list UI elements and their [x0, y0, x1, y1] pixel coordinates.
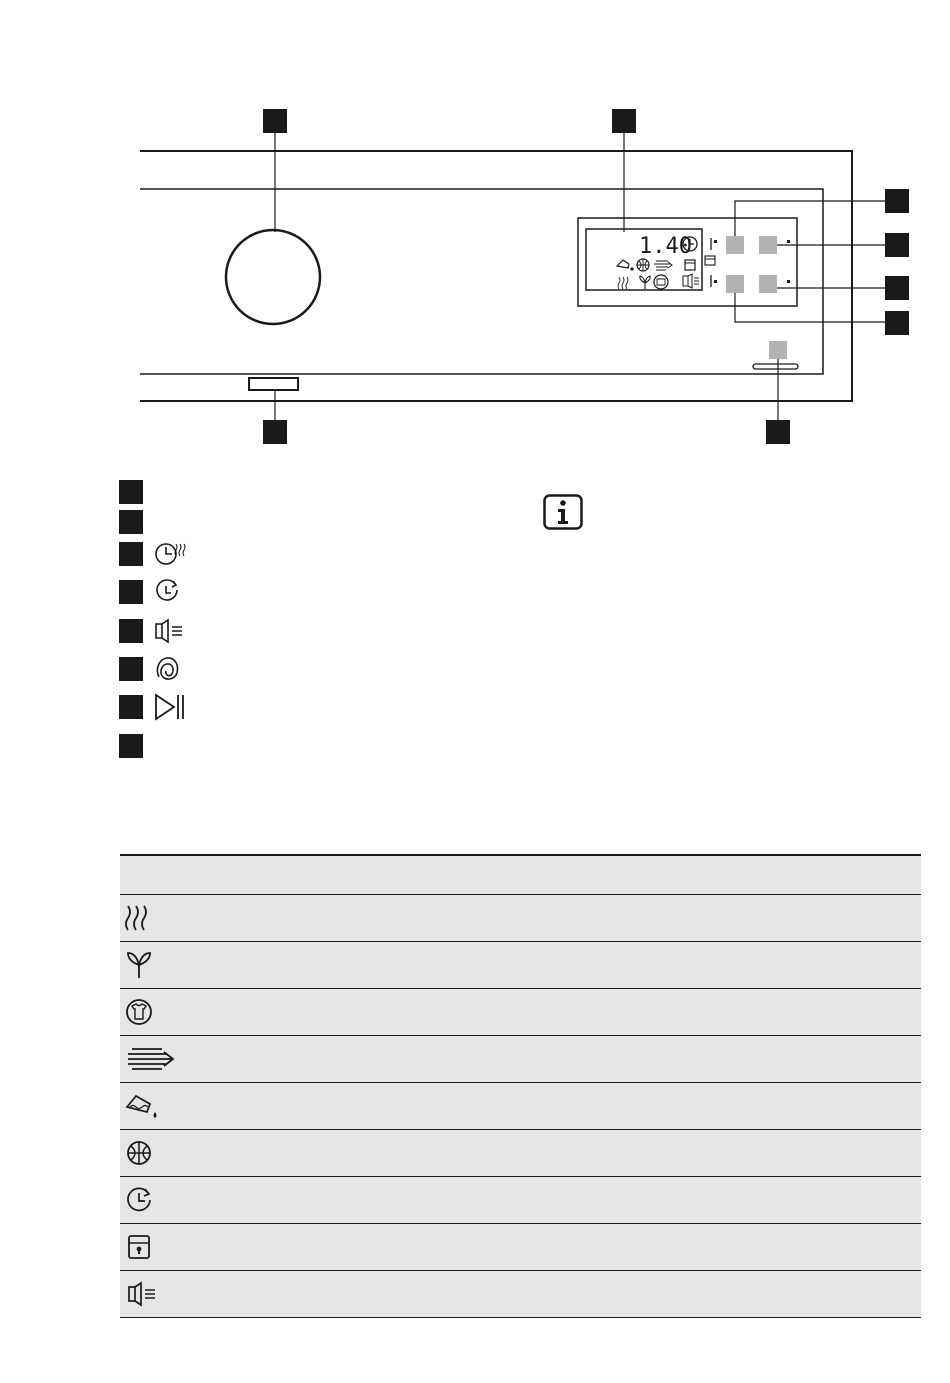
woolmark-icon	[153, 653, 193, 685]
legend-number-marker	[119, 542, 143, 566]
legend-number-marker	[119, 657, 143, 681]
display-water-icon	[617, 260, 629, 268]
legend-number-marker	[119, 580, 143, 604]
table-row	[120, 1177, 921, 1224]
table-row	[120, 895, 921, 942]
table-row	[120, 989, 921, 1036]
touch-button-top-right	[759, 236, 777, 254]
filter-icon	[122, 1137, 176, 1169]
start-pause-bar	[753, 364, 798, 369]
display-lock-icon	[685, 260, 695, 270]
display-digits: 1.40	[639, 234, 692, 259]
legend-number-marker	[119, 619, 143, 643]
display-symbols-table	[120, 854, 921, 1318]
legend-item	[119, 580, 499, 604]
airflow-icon	[122, 1043, 176, 1075]
start-pause-touch-button	[769, 341, 787, 359]
touch-button-top-left	[726, 236, 744, 254]
fan-icon	[122, 949, 176, 981]
time-save-icon	[122, 1184, 176, 1216]
table-row	[120, 1271, 921, 1318]
on-off-button-outline	[249, 378, 298, 390]
legend-number-marker	[119, 510, 143, 534]
legend-item	[119, 657, 499, 681]
legend-number-marker	[119, 734, 143, 758]
callout-marker	[263, 420, 287, 444]
legend-item	[119, 695, 499, 719]
table-row	[120, 1036, 921, 1083]
water-container-icon	[122, 1090, 176, 1122]
child-lock-indicator	[705, 256, 715, 265]
display-buzzer-icon	[683, 274, 692, 288]
control-panel-diagram	[0, 0, 950, 460]
legend-item	[119, 480, 499, 504]
table-row	[120, 1083, 921, 1130]
table-row	[120, 1224, 921, 1271]
callout-marker	[885, 233, 909, 257]
touch-button-bottom-right	[759, 275, 777, 293]
table-header-row	[120, 854, 921, 895]
callout-marker	[766, 420, 790, 444]
display-fan-icon	[640, 276, 650, 289]
program-selector-knob	[226, 230, 320, 324]
legend-number-marker	[119, 480, 143, 504]
panel-inner-frame	[140, 189, 823, 374]
table-row	[120, 942, 921, 989]
callout-marker	[885, 189, 909, 213]
legend-number-marker	[119, 695, 143, 719]
display-heat-icon	[618, 277, 628, 289]
heat-icon	[122, 902, 176, 934]
time-save-icon	[153, 576, 193, 608]
touch-button-bottom-left	[726, 275, 744, 293]
legend-item	[119, 510, 499, 534]
callout-marker	[263, 109, 287, 133]
legend-item	[119, 619, 499, 643]
callout-marker	[885, 311, 909, 335]
display-airflow-icon	[654, 261, 672, 270]
drum-icon	[122, 996, 176, 1028]
table-row	[120, 1130, 921, 1177]
display-drum-icon	[654, 275, 668, 289]
callout-marker	[612, 109, 636, 133]
callout-marker	[885, 276, 909, 300]
delay-start-icon	[153, 538, 193, 570]
buzzer-icon	[122, 1278, 176, 1310]
buzzer-icon	[153, 615, 193, 647]
legend-item	[119, 542, 499, 566]
door-lock-icon	[122, 1231, 176, 1263]
start-pause-icon	[153, 691, 193, 723]
legend-item	[119, 734, 499, 758]
info-icon	[543, 494, 583, 530]
